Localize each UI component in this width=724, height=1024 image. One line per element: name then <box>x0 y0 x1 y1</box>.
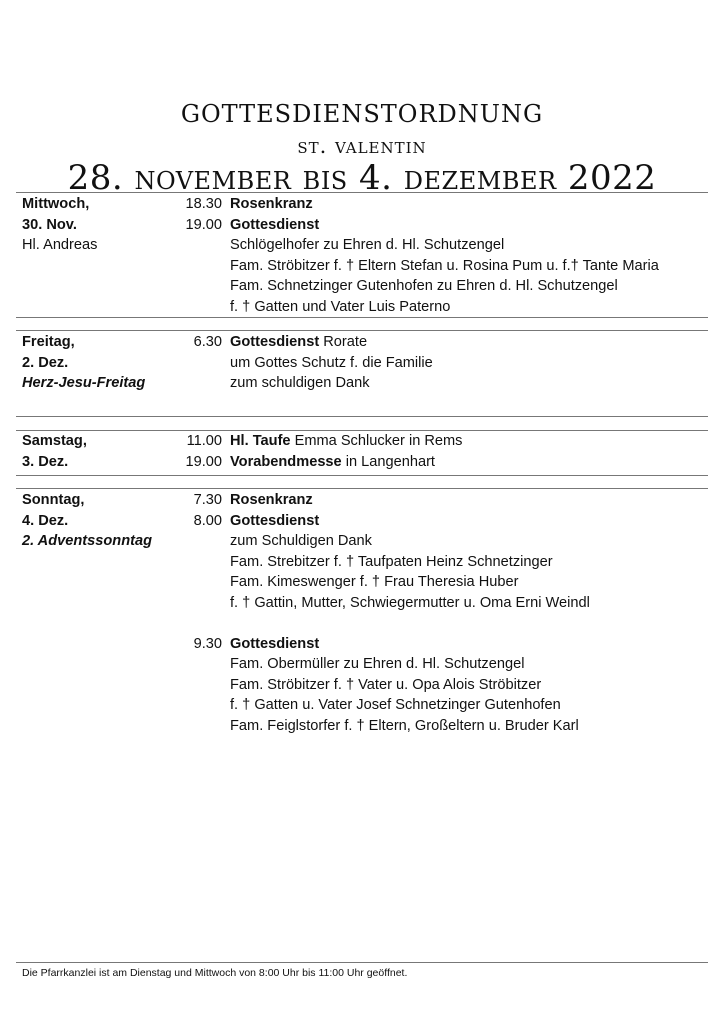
entry-detail: Fam. Obermüller zu Ehren d. Hl. Schutzengel <box>230 656 525 672</box>
day-block-saturday <box>22 431 712 472</box>
entry-detail: Fam. Strebitzer f. † Taufpaten Heinz Schnetzinger <box>230 553 553 570</box>
schedule-row <box>22 353 712 374</box>
schedule-row <box>22 634 712 655</box>
entry-text <box>230 373 370 394</box>
time: 19.00 <box>185 453 222 470</box>
time: 18.30 <box>185 196 222 212</box>
entry-text <box>230 431 462 452</box>
entry-text <box>230 332 367 353</box>
schedule-row <box>22 332 712 353</box>
entry-text <box>230 531 372 552</box>
entry-detail: f. † Gatten u. Vater Josef Schnetzinger Gutenhofen <box>230 697 561 713</box>
entry-text <box>230 215 319 236</box>
day-label: 4. Dez. <box>22 512 69 529</box>
schedule-row <box>22 276 712 297</box>
office-hours-note: Die Pfarrkanzlei ist am Dienstag und Mittwoch von 8:00 Uhr bis 11:00 Uhr geöffnet. <box>22 967 408 979</box>
day-label: 2. Adventssonntag <box>22 533 153 549</box>
schedule-row <box>22 297 712 318</box>
time: 19.00 <box>185 216 222 233</box>
day-block-wednesday <box>22 194 712 317</box>
entry-text <box>230 634 319 655</box>
entry-text <box>230 552 553 573</box>
entry-text <box>230 675 541 696</box>
entry-title: Vorabendmesse <box>230 453 342 470</box>
day-label: 30. Nov. <box>22 216 77 233</box>
day-label: Samstag, <box>22 433 87 449</box>
schedule-row <box>22 675 712 696</box>
entry-title: Hl. Taufe <box>230 433 291 449</box>
entry-detail: zum Schuldigen Dank <box>230 533 372 549</box>
entry-title: Gottesdienst <box>230 512 320 529</box>
day-label: Herz-Jesu-Freitag <box>22 375 146 391</box>
schedule-row <box>22 531 712 552</box>
day-block-sunday <box>22 490 712 736</box>
schedule-row <box>22 613 712 634</box>
entry-title: Rosenkranz <box>230 196 313 212</box>
entry-text <box>230 235 504 256</box>
divider <box>16 416 708 417</box>
page-title: gottesdienstordnung <box>180 91 544 131</box>
entry-detail: zum schuldigen Dank <box>230 375 370 391</box>
entry-text <box>230 490 313 511</box>
schedule-row <box>22 256 712 277</box>
entry-text <box>230 276 618 297</box>
entry-detail: Fam. Schnetzinger Gutenhofen zu Ehren d. Hl. Schutzengel <box>230 278 618 294</box>
schedule-row <box>22 654 712 675</box>
day-label: Hl. Andreas <box>22 237 98 253</box>
schedule-row <box>22 235 712 256</box>
entry-detail: f. † Gatten und Vater Luis Paterno <box>230 298 451 315</box>
entry-text <box>230 194 313 215</box>
entry-detail: f. † Gattin, Mutter, Schwiegermutter u. Oma Erni Weindl <box>230 594 590 611</box>
day-label: 2. Dez. <box>22 354 69 371</box>
schedule-row <box>22 552 712 573</box>
footer-divider <box>16 962 708 963</box>
entry-text <box>230 353 433 374</box>
header <box>0 91 724 198</box>
divider <box>16 317 708 318</box>
schedule-row <box>22 215 712 236</box>
entry-text <box>230 695 561 716</box>
entry-text <box>230 654 524 675</box>
schedule-row <box>22 716 712 737</box>
entry-text <box>230 452 435 473</box>
time: 8.00 <box>193 512 222 529</box>
divider <box>16 488 708 489</box>
date-range: 28. november bis 4. dezember 2022 <box>67 158 657 198</box>
entry-text <box>230 256 659 277</box>
entry-detail: Emma Schlucker in Rems <box>290 433 463 449</box>
entry-title: Gottesdienst <box>230 635 320 652</box>
entry-detail: Rorate <box>319 334 368 350</box>
entry-text <box>230 297 450 318</box>
entry-detail: Fam. Kimeswenger f. † Frau Theresia Huber <box>230 574 519 590</box>
time: 7.30 <box>193 492 222 508</box>
schedule-row <box>22 431 712 452</box>
entry-text <box>230 593 590 614</box>
schedule-row <box>22 373 712 394</box>
entry-detail: um Gottes Schutz f. die Familie <box>230 354 433 371</box>
entry-detail: Fam. Ströbitzer f. † Vater u. Opa Alois Ströbitzer <box>230 676 542 693</box>
schedule-row <box>22 593 712 614</box>
day-label: Mittwoch, <box>22 196 90 212</box>
time: 9.30 <box>193 635 222 652</box>
day-label: Freitag, <box>22 334 75 350</box>
schedule-row <box>22 452 712 473</box>
entry-detail: in Langenhart <box>341 453 435 470</box>
entry-title: Rosenkranz <box>230 492 313 508</box>
schedule-row <box>22 490 712 511</box>
entry-text <box>230 511 319 532</box>
entry-text <box>230 716 579 737</box>
entry-text <box>230 572 518 593</box>
entry-detail: Schlögelhofer zu Ehren d. Hl. Schutzengel <box>230 237 505 253</box>
time: 11.00 <box>186 433 222 449</box>
day-block-friday <box>22 332 712 394</box>
time: 6.30 <box>193 334 222 350</box>
divider <box>16 330 708 331</box>
schedule-row <box>22 511 712 532</box>
divider <box>16 475 708 476</box>
schedule-row <box>22 572 712 593</box>
entry-title: Gottesdienst <box>230 334 320 350</box>
entry-detail: Fam. Ströbitzer f. † Eltern Stefan u. Rosina Pum u. f.† Tante Maria <box>230 257 659 274</box>
day-label: Sonntag, <box>22 492 85 508</box>
schedule-row <box>22 194 712 215</box>
schedule-row <box>22 695 712 716</box>
divider <box>16 192 708 193</box>
day-label: 3. Dez. <box>22 453 69 470</box>
entry-title: Gottesdienst <box>230 216 320 233</box>
entry-detail: Fam. Feiglstorfer f. † Eltern, Großeltern u. Bruder Karl <box>230 717 579 734</box>
parish-name: st. valentin <box>297 134 427 158</box>
